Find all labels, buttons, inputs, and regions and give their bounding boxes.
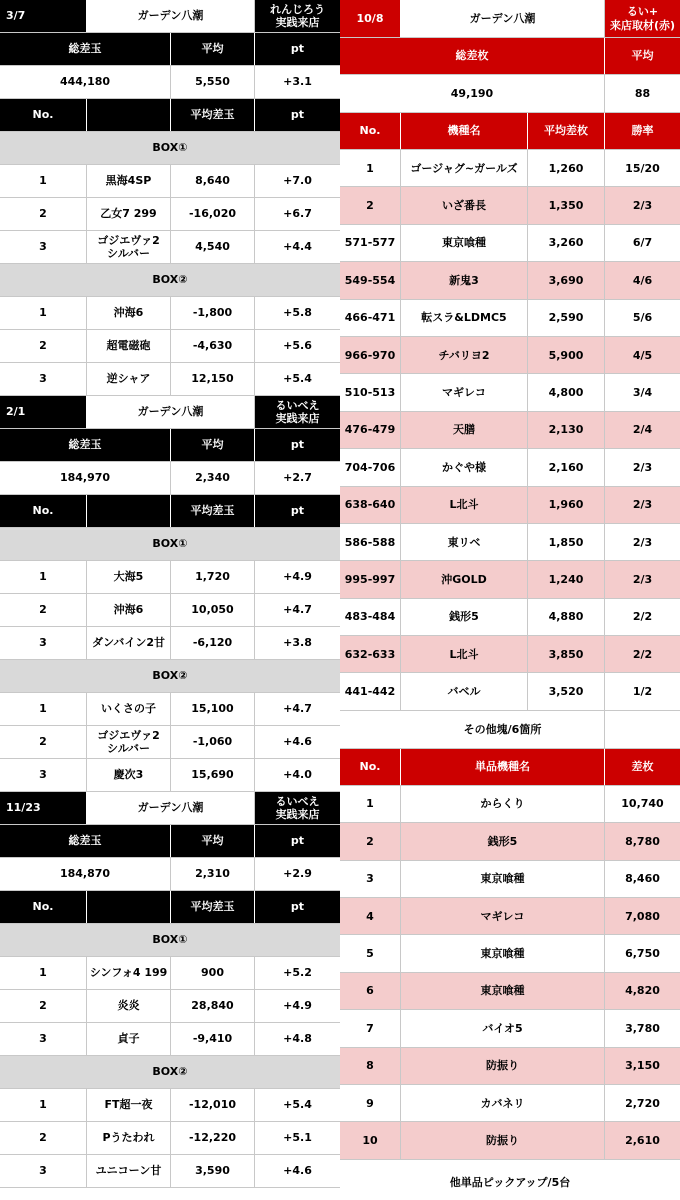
machine-row-cell: 東京喰種 bbox=[401, 225, 528, 261]
box-machine-row-cell: -9,410 bbox=[171, 1023, 255, 1055]
report-date: 11/23 bbox=[0, 792, 87, 824]
box-machine-row-cell: 15,690 bbox=[171, 759, 255, 791]
machine-row-cell: 586-588 bbox=[340, 524, 401, 560]
box-machine-row bbox=[0, 231, 340, 264]
machine-row-cell: 466-471 bbox=[340, 300, 401, 336]
single-machine-row bbox=[340, 1122, 680, 1159]
machine-row-cell: 転スラ&LDMC5 bbox=[401, 300, 528, 336]
box-machine-row bbox=[0, 561, 340, 594]
summary-header-cell: 平均 bbox=[171, 33, 255, 65]
single-machine-row-cell: からくり bbox=[401, 786, 605, 822]
store-name: ガーデン八潮 bbox=[87, 792, 255, 824]
box-machine-row-cell: 15,100 bbox=[171, 693, 255, 725]
box-machine-row-cell: 1 bbox=[0, 693, 87, 725]
single-machine-row-cell: 防振り bbox=[401, 1048, 605, 1084]
machine-row bbox=[340, 524, 680, 561]
machine-row-cell: 1,240 bbox=[528, 561, 605, 597]
box-machine-row bbox=[0, 1122, 340, 1155]
summary-header-row bbox=[0, 429, 340, 462]
machine-row-cell: 1/2 bbox=[632, 685, 653, 699]
box-machine-row-cell: 炎炎 bbox=[87, 990, 171, 1022]
box-machine-row-cell: 1 bbox=[0, 165, 87, 197]
box-machine-row-cell: +4.4 bbox=[283, 240, 312, 254]
machine-row bbox=[340, 487, 680, 524]
single-machine-row bbox=[340, 1048, 680, 1085]
single-machine-row-cell: 7,080 bbox=[605, 898, 680, 934]
single-machine-row-cell: 10,740 bbox=[621, 797, 664, 811]
summary-value-cell: 5,550 bbox=[171, 66, 255, 98]
single-machine-row-cell: 6 bbox=[340, 973, 401, 1009]
box-machine-row-cell: +4.6 bbox=[283, 1164, 312, 1178]
box-machine-row-cell: -12,010 bbox=[171, 1089, 255, 1121]
summary-header-row bbox=[0, 825, 340, 858]
box-machine-row-cell: +5.1 bbox=[283, 1131, 312, 1145]
machine-row-cell: 638-640 bbox=[340, 487, 401, 523]
box-machine-row-cell: 3 bbox=[0, 1155, 87, 1187]
box-machine-row-cell: 900 bbox=[171, 957, 255, 989]
box-machine-row-cell: 黒海4SP bbox=[87, 165, 171, 197]
box-machine-row-cell: 貞子 bbox=[87, 1023, 171, 1055]
single-header-row bbox=[340, 749, 680, 786]
machine-header-row-cell: 機種名 bbox=[401, 113, 528, 149]
box-machine-row-cell: +3.8 bbox=[283, 636, 312, 650]
single-machine-row-cell: 8,460 bbox=[625, 872, 660, 886]
machine-row-cell: 3/4 bbox=[632, 385, 653, 399]
single-machine-row-cell: 8,780 bbox=[605, 823, 680, 859]
machine-row-cell: 1,260 bbox=[528, 150, 605, 186]
machine-row-cell: 483-484 bbox=[340, 599, 401, 635]
machine-header-row-cell: No. bbox=[340, 113, 401, 149]
footer-note: 他単品ピックアップ/5台 bbox=[449, 1175, 571, 1189]
machine-row-cell: 2/3 bbox=[632, 460, 653, 474]
machine-row bbox=[340, 561, 680, 598]
box-machine-row-cell: ダンバイン2甘 bbox=[87, 627, 171, 659]
list-header-row-cell: No. bbox=[0, 495, 87, 527]
machine-row-cell: ゴージャグ~ガールズ bbox=[401, 150, 528, 186]
summary-value-cell: +3.1 bbox=[283, 75, 312, 89]
list-header-row-cell bbox=[87, 495, 171, 527]
box-machine-row-cell: 3 bbox=[0, 627, 87, 659]
report-title-row bbox=[0, 792, 340, 825]
summary-header-row bbox=[0, 33, 340, 66]
box-machine-row bbox=[0, 957, 340, 990]
single-machine-row-cell: 5 bbox=[340, 935, 401, 971]
summary-values-row bbox=[0, 66, 340, 99]
box-label: BOX① bbox=[0, 132, 340, 164]
box-machine-row-cell: ゴジエヴァ2 シルバー bbox=[87, 726, 171, 758]
box-machine-row-cell: +4.0 bbox=[283, 768, 312, 782]
machine-row-cell: 2/3 bbox=[605, 187, 680, 223]
single-machine-row bbox=[340, 935, 680, 972]
machine-row-cell: 3,690 bbox=[528, 262, 605, 298]
box-machine-row-cell: 4,540 bbox=[171, 231, 255, 263]
box-machine-row-cell: 3 bbox=[0, 363, 87, 395]
box-machine-row-cell: +6.7 bbox=[283, 207, 312, 221]
single-machine-row bbox=[340, 786, 680, 823]
summary-header-cell: 総差玉 bbox=[0, 825, 171, 857]
single-machine-row bbox=[340, 1085, 680, 1122]
box-machine-row-cell: 1 bbox=[0, 957, 87, 989]
machine-row-cell: 新鬼3 bbox=[401, 262, 528, 298]
machine-row-cell: 沖GOLD bbox=[401, 561, 528, 597]
single-header-row-cell: 単品機種名 bbox=[401, 749, 605, 785]
machine-row-cell: 966-970 bbox=[340, 337, 401, 373]
machine-row-cell: 549-554 bbox=[340, 262, 401, 298]
single-machine-row-cell: 4,820 bbox=[605, 973, 680, 1009]
box-machine-row-cell: 1,720 bbox=[171, 561, 255, 593]
machine-row-cell: 2/3 bbox=[632, 535, 653, 549]
machine-row-cell: バベル bbox=[401, 673, 528, 709]
box-machine-row-cell: 逆シャア bbox=[87, 363, 171, 395]
box-machine-row bbox=[0, 990, 340, 1023]
box-machine-row-cell: +5.8 bbox=[283, 306, 312, 320]
list-header-row-cell bbox=[87, 891, 171, 923]
box-machine-row-cell: 3 bbox=[0, 231, 87, 263]
box-machine-row-cell: いくさの子 bbox=[87, 693, 171, 725]
machine-row-cell: 銭形5 bbox=[401, 599, 528, 635]
summary-header-cell: pt bbox=[255, 825, 340, 857]
single-machine-row bbox=[340, 973, 680, 1010]
box-machine-row bbox=[0, 1089, 340, 1122]
box-machine-row bbox=[0, 297, 340, 330]
box-machine-row-cell: +4.8 bbox=[283, 1032, 312, 1046]
machine-row-cell: 3,260 bbox=[528, 225, 605, 261]
single-machine-row-cell: 7 bbox=[340, 1010, 401, 1046]
machine-row-cell: 1,350 bbox=[528, 187, 605, 223]
single-machine-row-cell: 東京喰種 bbox=[401, 935, 605, 971]
box-machine-row-cell: 2 bbox=[0, 1122, 87, 1154]
machine-row-cell: 2/2 bbox=[632, 610, 653, 624]
report-title-row bbox=[0, 396, 340, 429]
box-machine-row-cell: -6,120 bbox=[171, 627, 255, 659]
store-name: ガーデン八潮 bbox=[87, 396, 255, 428]
single-machine-row bbox=[340, 898, 680, 935]
box-machine-row bbox=[0, 198, 340, 231]
box-machine-row-cell: +4.9 bbox=[283, 570, 312, 584]
summary-value-cell: 184,970 bbox=[0, 462, 171, 494]
machine-row bbox=[340, 225, 680, 262]
summary-values-row-cell: 88 bbox=[634, 86, 651, 100]
single-machine-row-cell: 1 bbox=[340, 786, 401, 822]
machine-row bbox=[340, 412, 680, 449]
box-machine-row-cell: -4,630 bbox=[171, 330, 255, 362]
summary-header-row bbox=[340, 38, 680, 75]
summary-header-cell: 平均 bbox=[171, 825, 255, 857]
box-section-row bbox=[0, 264, 340, 297]
box-machine-row-cell: ユニコーン甘 bbox=[87, 1155, 171, 1187]
other-note-spacer bbox=[605, 711, 680, 748]
box-machine-row-cell: +4.7 bbox=[283, 603, 312, 617]
machine-row-cell: 441-442 bbox=[340, 673, 401, 709]
machine-row-cell: 476-479 bbox=[340, 412, 401, 448]
machine-row-cell: 2/3 bbox=[605, 487, 680, 523]
machine-row bbox=[340, 187, 680, 224]
box-machine-row bbox=[0, 627, 340, 660]
list-header-row bbox=[0, 99, 340, 132]
machine-row-cell: 5,900 bbox=[528, 337, 605, 373]
summary-value-cell: +2.7 bbox=[283, 471, 312, 485]
summary-values-row bbox=[0, 858, 340, 891]
list-header-row bbox=[0, 495, 340, 528]
single-machine-row bbox=[340, 823, 680, 860]
single-machine-row-cell: 9 bbox=[340, 1085, 401, 1121]
single-machine-row-cell: 8 bbox=[340, 1048, 401, 1084]
report-date: 2/1 bbox=[0, 396, 87, 428]
box-machine-row bbox=[0, 726, 340, 759]
machine-row-cell: 4,800 bbox=[528, 374, 605, 410]
machine-row-cell: 15/20 bbox=[625, 161, 660, 175]
machine-row-cell: 1 bbox=[340, 150, 401, 186]
right-report-column bbox=[340, 0, 680, 1200]
single-header-row-cell: 差枚 bbox=[605, 749, 680, 785]
box-section-row bbox=[0, 132, 340, 165]
box-machine-row-cell: -1,060 bbox=[171, 726, 255, 758]
list-header-row-cell: pt bbox=[255, 99, 340, 131]
machine-row-cell: 2,160 bbox=[528, 449, 605, 485]
machine-row bbox=[340, 262, 680, 299]
machine-row-cell: 天膳 bbox=[401, 412, 528, 448]
single-machine-row bbox=[340, 1010, 680, 1047]
single-machine-row-cell: 2,610 bbox=[605, 1122, 680, 1158]
machine-header-row-cell: 勝率 bbox=[605, 113, 680, 149]
box-label: BOX① bbox=[0, 924, 340, 956]
box-machine-row bbox=[0, 594, 340, 627]
other-note: その他塊/6箇所 bbox=[401, 711, 605, 748]
box-machine-row-cell: 2 bbox=[0, 990, 87, 1022]
box-section-row bbox=[0, 660, 340, 693]
machine-row-cell: 632-633 bbox=[340, 636, 401, 672]
machine-row-cell: 510-513 bbox=[340, 374, 401, 410]
list-header-row-cell: 平均差玉 bbox=[171, 891, 255, 923]
box-machine-row-cell: 大海5 bbox=[87, 561, 171, 593]
single-header-row-cell: No. bbox=[340, 749, 401, 785]
single-machine-row bbox=[340, 861, 680, 898]
single-machine-row-cell: 東京喰種 bbox=[401, 973, 605, 1009]
box-machine-row-cell: +4.7 bbox=[283, 702, 312, 716]
box-machine-row-cell: +5.6 bbox=[283, 339, 312, 353]
summary-value-cell: 184,870 bbox=[0, 858, 171, 890]
other-note-row bbox=[340, 711, 680, 749]
box-machine-row-cell: 超電磁砲 bbox=[87, 330, 171, 362]
event-label: れんじろう 実践来店 bbox=[255, 0, 340, 32]
single-machine-row-cell: 東京喰種 bbox=[401, 861, 605, 897]
summary-header-cell: 平均 bbox=[171, 429, 255, 461]
box-label: BOX① bbox=[0, 528, 340, 560]
box-machine-row-cell: -16,020 bbox=[171, 198, 255, 230]
list-header-row-cell: pt bbox=[255, 891, 340, 923]
machine-row bbox=[340, 599, 680, 636]
list-header-row-cell: 平均差玉 bbox=[171, 99, 255, 131]
machine-row-cell: 3,850 bbox=[528, 636, 605, 672]
list-header-row bbox=[0, 891, 340, 924]
summary-values-row-cell: 49,190 bbox=[340, 75, 605, 112]
machine-row-cell: 2,590 bbox=[528, 300, 605, 336]
summary-header-row-cell: 総差枚 bbox=[340, 38, 605, 74]
machine-row-cell: 995-997 bbox=[340, 561, 401, 597]
event-label: るい+ 来店取材(赤) bbox=[605, 0, 680, 37]
footer-note-row bbox=[340, 1160, 680, 1200]
single-machine-row-cell: 2,720 bbox=[625, 1096, 660, 1110]
machine-row bbox=[340, 150, 680, 187]
box-machine-row-cell: 8,640 bbox=[171, 165, 255, 197]
machine-row-cell: 2/3 bbox=[605, 561, 680, 597]
machine-header-row bbox=[340, 113, 680, 150]
report-title-row bbox=[340, 0, 680, 38]
report-date: 10/8 bbox=[340, 0, 401, 37]
box-machine-row-cell: 2 bbox=[0, 594, 87, 626]
machine-row-cell: 5/6 bbox=[632, 311, 653, 325]
box-machine-row-cell: 3 bbox=[0, 1023, 87, 1055]
machine-row-cell: かぐや様 bbox=[401, 449, 528, 485]
list-header-row-cell: No. bbox=[0, 99, 87, 131]
box-machine-row-cell: 1 bbox=[0, 297, 87, 329]
box-machine-row bbox=[0, 1023, 340, 1056]
single-machine-row-cell: 2 bbox=[340, 823, 401, 859]
list-header-row-cell: No. bbox=[0, 891, 87, 923]
box-section-row bbox=[0, 528, 340, 561]
box-section-row bbox=[0, 924, 340, 957]
machine-row bbox=[340, 374, 680, 411]
box-machine-row-cell: 2 bbox=[0, 726, 87, 758]
machine-row-cell: チバリヨ2 bbox=[401, 337, 528, 373]
list-header-row-cell: 平均差玉 bbox=[171, 495, 255, 527]
box-machine-row-cell: FT超一夜 bbox=[87, 1089, 171, 1121]
box-machine-row-cell: 3 bbox=[0, 759, 87, 791]
summary-value-cell: +2.9 bbox=[283, 867, 312, 881]
box-machine-row-cell: 沖海6 bbox=[87, 297, 171, 329]
box-machine-row bbox=[0, 165, 340, 198]
machine-row bbox=[340, 673, 680, 710]
summary-value-cell: 444,180 bbox=[0, 66, 171, 98]
single-machine-row-cell: 3,780 bbox=[625, 1021, 660, 1035]
machine-row-cell: 6/7 bbox=[632, 236, 653, 250]
machine-row bbox=[340, 337, 680, 374]
box-machine-row bbox=[0, 1155, 340, 1188]
report-date: 3/7 bbox=[0, 0, 87, 32]
single-machine-row-cell: バイオ5 bbox=[401, 1010, 605, 1046]
machine-header-row-cell: 平均差枚 bbox=[528, 113, 605, 149]
box-machine-row-cell: 1 bbox=[0, 561, 87, 593]
box-machine-row-cell: 12,150 bbox=[171, 363, 255, 395]
box-machine-row-cell: -12,220 bbox=[171, 1122, 255, 1154]
box-machine-row-cell: 沖海6 bbox=[87, 594, 171, 626]
single-machine-row-cell: 4 bbox=[340, 898, 401, 934]
box-label: BOX② bbox=[0, 1056, 340, 1088]
machine-row-cell: 2,130 bbox=[528, 412, 605, 448]
machine-row-cell: 4/5 bbox=[605, 337, 680, 373]
other-note-spacer bbox=[340, 711, 401, 748]
box-machine-row-cell: +4.6 bbox=[283, 735, 312, 749]
box-machine-row bbox=[0, 759, 340, 792]
box-machine-row-cell: 乙女7 299 bbox=[87, 198, 171, 230]
summary-value-cell: 2,310 bbox=[171, 858, 255, 890]
machine-row-cell: 東リベ bbox=[401, 524, 528, 560]
summary-header-cell: 総差玉 bbox=[0, 429, 171, 461]
box-section-row bbox=[0, 1056, 340, 1089]
summary-header-cell: pt bbox=[255, 33, 340, 65]
summary-value-cell: 2,340 bbox=[171, 462, 255, 494]
box-machine-row-cell: +7.0 bbox=[283, 174, 312, 188]
box-machine-row-cell: Pうたわれ bbox=[87, 1122, 171, 1154]
machine-row bbox=[340, 300, 680, 337]
summary-header-cell: pt bbox=[255, 429, 340, 461]
store-name: ガーデン八潮 bbox=[401, 0, 605, 37]
machine-row bbox=[340, 449, 680, 486]
list-header-row-cell bbox=[87, 99, 171, 131]
box-machine-row-cell: ゴジエヴァ2 シルバー bbox=[87, 231, 171, 263]
machine-row-cell: 1,960 bbox=[528, 487, 605, 523]
single-machine-row-cell: 6,750 bbox=[625, 947, 660, 961]
box-machine-row bbox=[0, 693, 340, 726]
machine-row-cell: いざ番長 bbox=[401, 187, 528, 223]
summary-values-row bbox=[0, 462, 340, 495]
box-label: BOX② bbox=[0, 660, 340, 692]
box-machine-row-cell: +5.4 bbox=[283, 372, 312, 386]
box-machine-row-cell: +4.9 bbox=[283, 999, 312, 1013]
machine-row-cell: マギレコ bbox=[401, 374, 528, 410]
store-name: ガーデン八潮 bbox=[87, 0, 255, 32]
single-machine-row-cell: カバネリ bbox=[401, 1085, 605, 1121]
single-machine-row-cell: 3,150 bbox=[605, 1048, 680, 1084]
box-machine-row-cell: 1 bbox=[0, 1089, 87, 1121]
box-label: BOX② bbox=[0, 264, 340, 296]
machine-row-cell: 2/2 bbox=[605, 636, 680, 672]
machine-row-cell: 704-706 bbox=[340, 449, 401, 485]
box-machine-row-cell: 28,840 bbox=[171, 990, 255, 1022]
machine-row-cell: 3,520 bbox=[528, 673, 605, 709]
box-machine-row-cell: +5.2 bbox=[283, 966, 312, 980]
event-label: るいべえ 実践来店 bbox=[255, 792, 340, 824]
machine-row-cell: 2/4 bbox=[605, 412, 680, 448]
machine-row-cell: 2 bbox=[340, 187, 401, 223]
summary-header-row-cell: 平均 bbox=[605, 38, 680, 74]
box-machine-row-cell: シンフォ4 199 bbox=[87, 957, 171, 989]
machine-row-cell: 571-577 bbox=[340, 225, 401, 261]
box-machine-row-cell: 10,050 bbox=[171, 594, 255, 626]
single-machine-row-cell: 10 bbox=[340, 1122, 401, 1158]
machine-row-cell: 1,850 bbox=[528, 524, 605, 560]
single-machine-row-cell: 3 bbox=[340, 861, 401, 897]
machine-row-cell: 4,880 bbox=[528, 599, 605, 635]
summary-header-cell: 総差玉 bbox=[0, 33, 171, 65]
machine-row bbox=[340, 636, 680, 673]
box-machine-row bbox=[0, 363, 340, 396]
machine-row-cell: 4/6 bbox=[605, 262, 680, 298]
machine-row-cell: L北斗 bbox=[401, 636, 528, 672]
summary-values-row bbox=[340, 75, 680, 113]
box-machine-row-cell: -1,800 bbox=[171, 297, 255, 329]
machine-row-cell: L北斗 bbox=[401, 487, 528, 523]
box-machine-row-cell: 慶次3 bbox=[87, 759, 171, 791]
box-machine-row-cell: 2 bbox=[0, 330, 87, 362]
box-machine-row-cell: 3,590 bbox=[171, 1155, 255, 1187]
box-machine-row-cell: 2 bbox=[0, 198, 87, 230]
report-title-row bbox=[0, 0, 340, 33]
single-machine-row-cell: 防振り bbox=[401, 1122, 605, 1158]
box-machine-row bbox=[0, 330, 340, 363]
single-machine-row-cell: 銭形5 bbox=[401, 823, 605, 859]
event-label: るいべえ 実践来店 bbox=[255, 396, 340, 428]
box-machine-row-cell: +5.4 bbox=[283, 1098, 312, 1112]
list-header-row-cell: pt bbox=[255, 495, 340, 527]
single-machine-row-cell: マギレコ bbox=[401, 898, 605, 934]
